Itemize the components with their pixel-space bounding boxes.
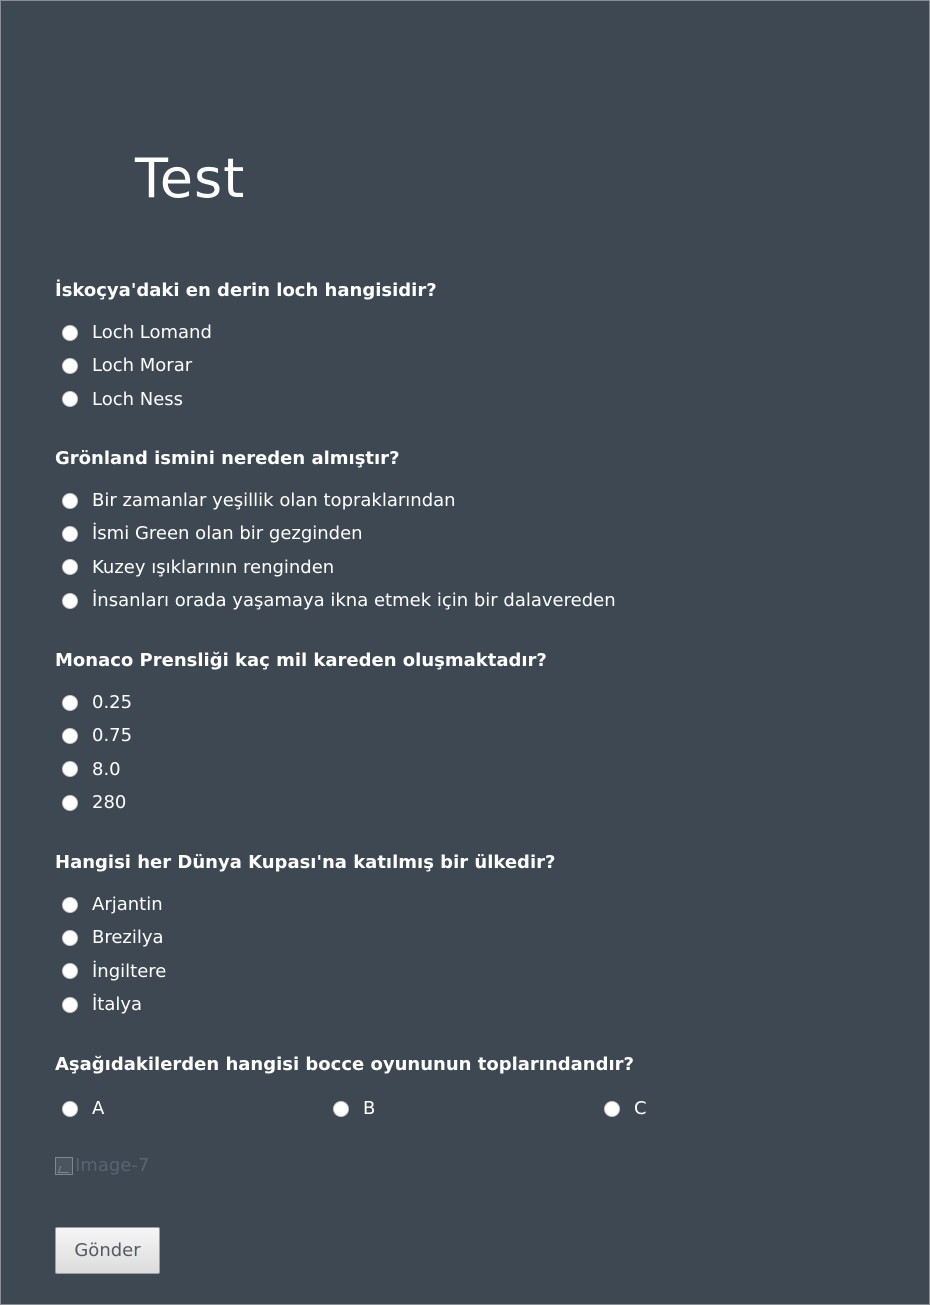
radio-button[interactable]: [62, 963, 78, 979]
option-label: Loch Lomand: [92, 322, 212, 344]
radio-option[interactable]: [326, 1092, 597, 1125]
radio-option[interactable]: [55, 383, 437, 416]
question-2: [55, 448, 616, 617]
radio-button[interactable]: [604, 1101, 620, 1117]
option-label: 8.0: [92, 758, 121, 780]
options-list: [55, 686, 547, 819]
option-label: 280: [92, 792, 127, 814]
options-list: [55, 316, 437, 416]
options-list: [55, 484, 616, 617]
submit-button[interactable]: Gönder: [55, 1227, 160, 1274]
radio-button[interactable]: [62, 325, 78, 341]
radio-option[interactable]: [55, 786, 547, 819]
radio-button[interactable]: [333, 1101, 349, 1117]
question-text: Hangisi her Dünya Kupası'na katılmış bir ülkedir?: [55, 852, 556, 873]
radio-button[interactable]: [62, 593, 78, 609]
option-label: 0.25: [92, 692, 133, 714]
radio-button[interactable]: [62, 897, 78, 913]
options-list: [55, 888, 555, 1021]
radio-option[interactable]: [55, 484, 616, 517]
radio-option[interactable]: [55, 551, 616, 584]
radio-button[interactable]: [62, 728, 78, 744]
radio-button[interactable]: [62, 526, 78, 542]
question-text: Grönland ismini nereden almıştır?: [55, 448, 400, 469]
radio-button[interactable]: [62, 795, 78, 811]
radio-option[interactable]: [55, 988, 555, 1021]
radio-button[interactable]: [62, 358, 78, 374]
question-text: Monaco Prensliği kaç mil kareden oluşmaktadır?: [55, 650, 547, 671]
option-label: Arjantin: [92, 894, 163, 916]
option-label: 0.75: [92, 725, 133, 747]
radio-button[interactable]: [62, 930, 78, 946]
option-label: İnsanları orada yaşamaya ikna etmek için bir dalavereden: [92, 590, 616, 612]
option-label: Kuzey ışıklarının renginden: [92, 556, 335, 578]
radio-button[interactable]: [62, 493, 78, 509]
image-alt-text: Image-7: [75, 1155, 150, 1176]
broken-image: [55, 1155, 149, 1176]
broken-image-icon: [55, 1157, 73, 1175]
radio-option[interactable]: [55, 517, 616, 550]
question-3: [55, 650, 547, 819]
radio-button[interactable]: [62, 997, 78, 1013]
options-row: [55, 1092, 868, 1125]
question-4: [55, 852, 555, 1021]
radio-option[interactable]: [55, 753, 547, 786]
option-label: B: [363, 1098, 376, 1120]
option-label: Loch Morar: [92, 355, 193, 377]
radio-option[interactable]: [597, 1092, 868, 1125]
radio-option[interactable]: [55, 349, 437, 382]
option-label: A: [92, 1098, 105, 1120]
option-label: Brezilya: [92, 927, 164, 949]
option-label: İsmi Green olan bir gezginden: [92, 523, 363, 545]
radio-option[interactable]: [55, 1092, 326, 1125]
question-5: [55, 1054, 868, 1125]
option-label: İtalya: [92, 994, 143, 1016]
question-text: Aşağıdakilerden hangisi bocce oyununun toplarındandır?: [55, 1054, 634, 1075]
radio-button[interactable]: [62, 559, 78, 575]
page-title: Test: [135, 147, 246, 210]
option-label: C: [634, 1098, 647, 1120]
radio-button[interactable]: [62, 1101, 78, 1117]
radio-option[interactable]: [55, 719, 547, 752]
radio-option[interactable]: [55, 686, 547, 719]
option-label: Loch Ness: [92, 388, 184, 410]
question-text: İskoçya'daki en derin loch hangisidir?: [55, 280, 437, 301]
option-label: Bir zamanlar yeşillik olan topraklarından: [92, 490, 456, 512]
radio-option[interactable]: [55, 888, 555, 921]
option-label: İngiltere: [92, 960, 167, 982]
radio-option[interactable]: [55, 316, 437, 349]
radio-option[interactable]: [55, 955, 555, 988]
radio-option[interactable]: [55, 584, 616, 617]
question-1: [55, 280, 437, 416]
radio-button[interactable]: [62, 391, 78, 407]
radio-button[interactable]: [62, 761, 78, 777]
radio-button[interactable]: [62, 695, 78, 711]
radio-option[interactable]: [55, 921, 555, 954]
